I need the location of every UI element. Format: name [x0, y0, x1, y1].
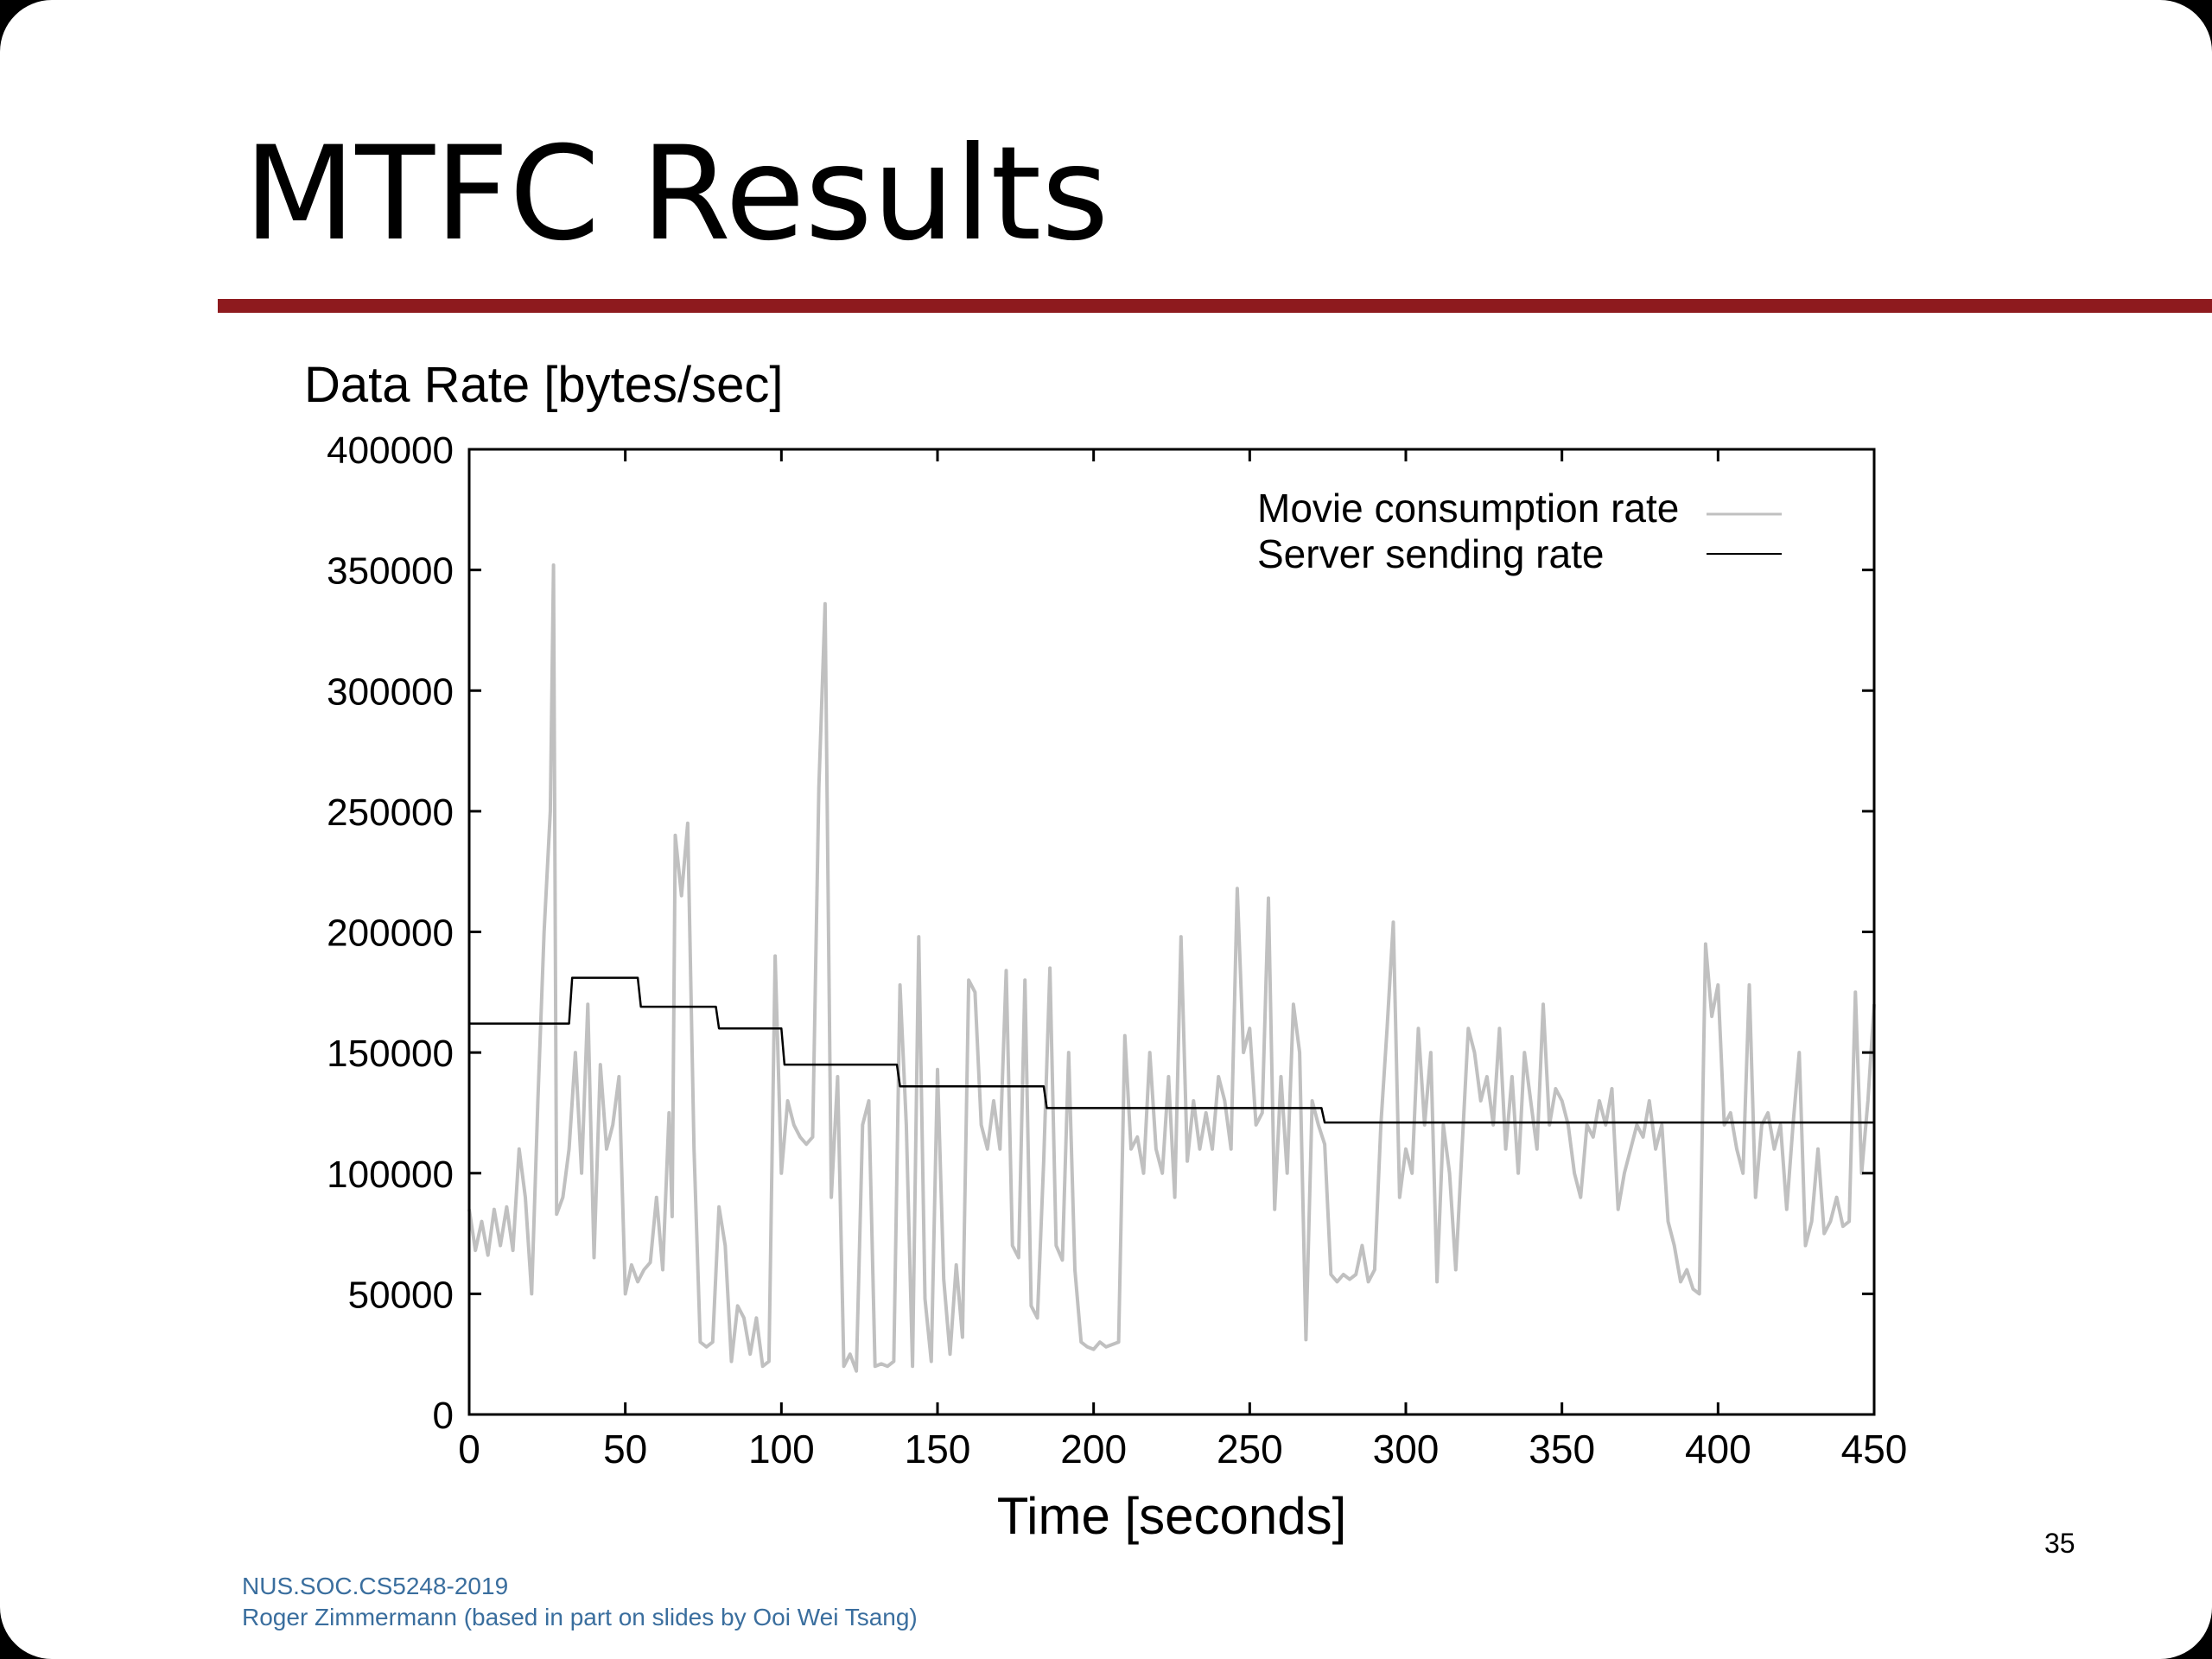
- x-tick-label: 0: [458, 1427, 480, 1471]
- legend-label-consumption: Movie consumption rate: [1257, 486, 1680, 531]
- x-tick-label: 300: [1372, 1427, 1440, 1471]
- y-tick-label: 50000: [347, 1274, 454, 1317]
- series-server-line: [469, 978, 1874, 1123]
- slide-title: MTFC Results: [244, 119, 1109, 270]
- footer-course: NUS.SOC.CS5248-2019: [242, 1573, 509, 1599]
- y-tick-label: 400000: [327, 429, 454, 472]
- x-tick-label: 150: [904, 1427, 971, 1471]
- y-tick-label: 0: [432, 1395, 454, 1437]
- plot-frame: [469, 449, 1874, 1414]
- series-consumption-line: [469, 565, 1874, 1371]
- y-tick-label: 350000: [327, 550, 454, 593]
- y-axis-label: Data Rate [bytes/sec]: [304, 357, 784, 413]
- x-tick-label: 450: [1840, 1427, 1908, 1471]
- x-tick-label: 100: [747, 1427, 815, 1471]
- x-tick-label: 50: [603, 1427, 648, 1471]
- y-tick-label: 300000: [327, 671, 454, 714]
- y-tick-label: 150000: [327, 1033, 454, 1076]
- y-tick-label: 100000: [327, 1153, 454, 1196]
- slide-number: 35: [2044, 1528, 2075, 1559]
- x-tick-label: 400: [1684, 1427, 1751, 1471]
- footer-credit: Roger Zimmermann (based in part on slides by Ooi Wei Tsang): [242, 1604, 918, 1630]
- x-tick-label: 250: [1216, 1427, 1283, 1471]
- legend: [1257, 486, 1782, 576]
- legend-label-server: Server sending rate: [1257, 531, 1605, 576]
- x-tick-label: 200: [1060, 1427, 1128, 1471]
- x-axis-label: Time [seconds]: [996, 1487, 1347, 1545]
- y-tick-label: 200000: [327, 912, 454, 955]
- y-tick-label: 250000: [327, 791, 454, 834]
- x-tick-label: 350: [1529, 1427, 1596, 1471]
